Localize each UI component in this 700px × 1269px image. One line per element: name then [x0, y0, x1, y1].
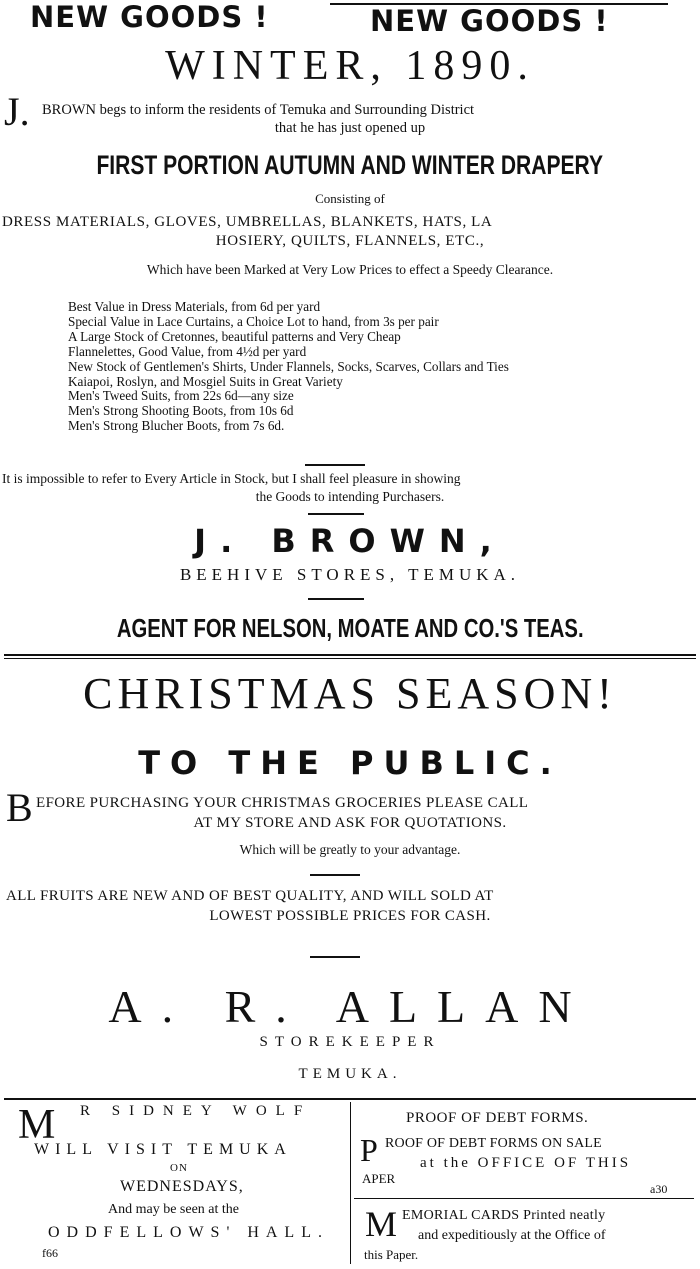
christmas-title: CHRISTMAS SEASON!: [83, 669, 617, 718]
proof-line-2: at the OFFICE OF THIS: [420, 1155, 632, 1171]
wolf-line-3: ON: [170, 1162, 188, 1174]
list-item: A Large Stock of Cretonnes, beautiful patterns and Very Cheap: [68, 328, 401, 344]
list-item: Best Value in Dress Materials, from 6d per yard: [68, 299, 321, 314]
list-item: Men's Strong Shooting Boots, from 10s 6d: [68, 403, 294, 419]
proof-heading: PROOF OF DEBT FORMS.: [406, 1110, 589, 1126]
allan-name: A. R. ALLAN: [108, 981, 592, 1032]
closing-line-1: It is impossible to refer to Every Article in Stock, but I shall feel pleasure in showing: [2, 471, 461, 486]
divider: [310, 874, 360, 876]
list-item: New Stock of Gentlemen's Shirts, Under Flannels, Socks, Scarves, Collars and Ties: [68, 358, 509, 374]
to-the-public: TO THE PUBLIC.: [138, 744, 562, 782]
memorial-line-3: this Paper.: [364, 1247, 419, 1262]
body-line-2: AT MY STORE AND ASK FOR QUOTATIONS.: [193, 815, 507, 831]
marked-prices: Which have been Marked at Very Low Prices to effect a Speedy Clearance.: [146, 262, 554, 277]
fruits-line-1: ALL FRUITS ARE NEW AND OF BEST QUALITY, AND WILL SOLD AT: [6, 888, 494, 904]
proof-code: a30: [650, 1182, 668, 1196]
wolf-line-1: R SIDNEY WOLF: [80, 1103, 312, 1119]
materials-line-2: HOSIERY, QUILTS, FLANNELS, ETC.,: [215, 233, 485, 249]
consisting-of: Consisting of: [315, 191, 385, 206]
merchant-name: J. BROWN,: [194, 522, 506, 560]
divider: [308, 598, 364, 600]
banner-left: NEW GOODS !: [30, 0, 269, 34]
section-rule: [4, 658, 696, 659]
wolf-line-2: WILL VISIT TEMUKA: [34, 1141, 292, 1158]
town: TEMUKA.: [298, 1066, 402, 1082]
divider: [305, 464, 365, 466]
column-rule: [350, 1102, 351, 1264]
divider: [308, 513, 364, 515]
intro-line-2: that he has just opened up: [274, 120, 426, 136]
drop-initial-b: B: [6, 785, 33, 830]
materials-line-1: DRESS MATERIALS, GLOVES, UMBRELLAS, BLANKETS, HATS, LA: [2, 214, 493, 230]
divider: [354, 1198, 694, 1199]
list-item: Men's Tweed Suits, from 22s 6d—any size: [68, 388, 294, 404]
occupation: STOREKEEPER: [259, 1034, 441, 1050]
memorial-line-1: EMORIAL CARDS Printed neatly: [402, 1208, 606, 1223]
fruits-line-2: LOWEST POSSIBLE PRICES FOR CASH.: [209, 908, 491, 924]
intro-line-1: BROWN begs to inform the residents of Temuka and Surrounding District: [42, 102, 475, 118]
drop-initial-m: M: [18, 1102, 56, 1148]
memorial-line-2: and expeditiously at the Office of: [418, 1228, 606, 1243]
wolf-line-6: ODDFELLOWS' HALL.: [48, 1224, 329, 1241]
agent-line: AGENT FOR NELSON, MOATE AND CO.'S TEAS.: [116, 613, 584, 643]
proof-line-1: ROOF OF DEBT FORMS ON SALE: [385, 1136, 602, 1151]
proof-line-3: APER: [362, 1171, 396, 1186]
section-rule: [4, 654, 696, 656]
season-title: WINTER, 1890.: [165, 43, 535, 89]
list-item: Kaiapoi, Roslyn, and Mosgiel Suits in Great Variety: [68, 373, 343, 389]
store-name: BEEHIVE STORES, TEMUKA.: [179, 565, 521, 584]
advantage-line: Which will be greatly to your advantage.: [239, 842, 461, 857]
body-line-1: EFORE PURCHASING YOUR CHRISTMAS GROCERIES PLEASE CALL: [36, 795, 529, 811]
divider: [310, 956, 360, 958]
section-rule: [4, 1098, 696, 1100]
list-item: Men's Strong Blucher Boots, from 7s 6d.: [68, 418, 285, 434]
drop-initial-j: J.: [4, 89, 30, 134]
item-list: [68, 300, 509, 434]
drop-initial-m2: M: [365, 1204, 398, 1244]
wolf-code: f66: [42, 1246, 58, 1260]
list-item: Special Value in Lace Curtains, a Choice Lot to hand, from 3s per pair: [68, 313, 439, 329]
wolf-line-4: WEDNESDAYS,: [120, 1178, 244, 1195]
drop-initial-p: P: [360, 1132, 378, 1168]
list-item: Flannelettes, Good Value, from 4½d per yard: [68, 343, 307, 359]
drapery-heading: FIRST PORTION AUTUMN AND WINTER DRAPERY: [96, 150, 604, 180]
closing-line-2: the Goods to intending Purchasers.: [255, 489, 445, 504]
wolf-line-5: And may be seen at the: [108, 1202, 240, 1217]
banner-right: NEW GOODS !: [370, 4, 609, 38]
